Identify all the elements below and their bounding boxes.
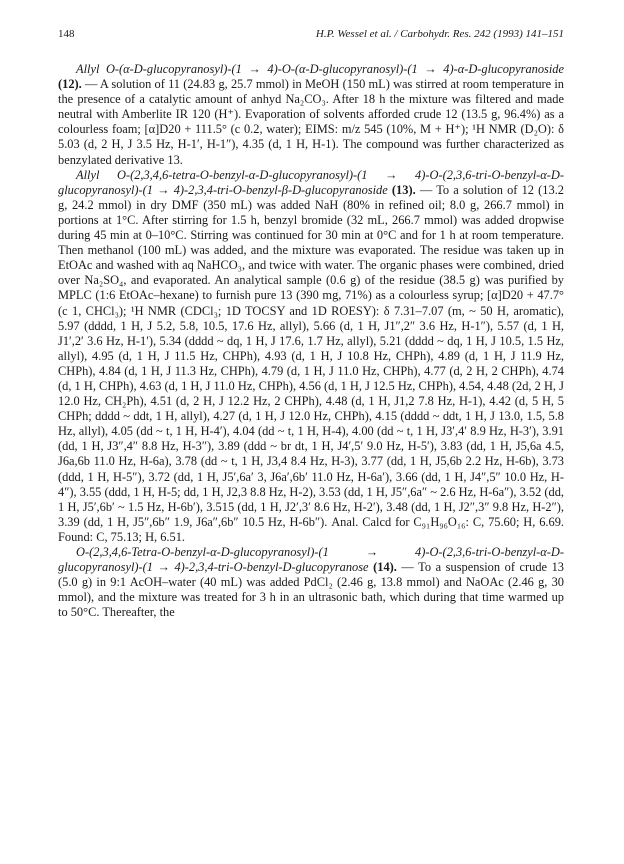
compound-number: (14).: [373, 560, 397, 575]
compound-number: (12).: [58, 77, 82, 92]
compound-number: (13).: [391, 182, 416, 197]
compound-title: O-(2,3,4,6-Tetra-O-benzyl-α-D-glucopyranosyl)-(1 → 4)-O-(2,3,6-tri-O-benzyl-α-D-glucopyranosyl)-(1 → 4)-2,3,4-tri-O-benzyl-D-glucopyranose: [58, 545, 564, 575]
running-head: H.P. Wessel et al. / Carbohydr. Res. 242 (1993) 141–151: [315, 28, 564, 40]
paragraph-compound-14: [58, 545, 564, 620]
paragraph-text: — A solution of 11 (24.83 g, 25.7 mmol) in MeOH (150 mL) was stirred at room temperature in the presence of a catalytic amount of anhyd Na₂CO₃. After 18 h the mixture was filtered and made neutral with Amberlite IR 120 (H⁺). Evaporation of solvents afforded crude 12 (13.5 g, 96.4%) as a colourless foam; [α]D20 + 111.5° (c 0.2, water); EIMS: m/z 545 (10%, M + H⁺); ¹H NMR (D₂O): δ 5.03 (d, 2 H, J 3.5 Hz, H-1′, H-1″), 4.35 (d, 1 H, H-1). The compound was further characterized as benzylated derivative 13.: [58, 77, 564, 167]
article-body: [58, 62, 564, 620]
paragraph-text: — To a solution of 12 (13.2 g, 24.2 mmol) in dry DMF (350 mL) was added NaH (80% in refined oil; 8.0 g, 266.7 mmol) in portions at 1°C. After stirring for 1.5 h, benzyl bromide (32 mL, 266.7 mmol) was added dropwise during 45 min at 0–10°C. Stirring was continued for 30 min at 0°C and for 1 h at room temperature. Then methanol (100 mL) was added, and the mixture was evaporated. The residue was taken up in EtOAc and washed with aq NaHCO₃, and twice with water. The organic phases were combined, dried over Na₂SO₄, and evaporated. An analytical sample (0.6 g) of the residue (38.5 g) was purified by MPLC (1:6 EtOAc–hexane) to furnish pure 13 (390 mg, 71%) as a colourless syrup; [α]D20 + 47.7° (c 1, CHCl₃); ¹H NMR (CDCl₃; 1D TOCSY and 1D ROESY): δ 7.31–7.07 (m, ~ 50 H, aromatic), 5.97 (dddd, 1 H, J 5.2, 5.8, 10.5, 17.6 Hz, allyl), 5.66 (d, 1 H, J1″,2″ 3.6 Hz, H-1″), 5.57 (d, 1 H, J1′,2′ 3.6 Hz, H-1′), 5.34 (dddd ~ dq, 1 H, J 17.6, 1.7 Hz, allyl), 5.21 (dddd ~ dq, 1 H, J 10.5, 1.5 Hz, allyl), 4.95 (d, 1 H, J 11.5 Hz, CHPh), 4.93 (d, 1 H, J 10.8 Hz, CHPh), 4.89 (d, 1 H, J 11.9 Hz, CHPh), 4.84 (d, 1 H, J 11.3 Hz, CHPh), 4.79 (d, 1 H, J 11.0 Hz, CHPh), 4.77 (d, 2 H, 2 CHPh), 4.74 (d, 1 H, CHPh), 4.63 (d, 1 H, J 11.0 Hz, CHPh), 4.56 (d, 1 H, J 12.5 Hz, CHPh), 4.54, 4.48 (2d, 2 H, J 12.0 Hz, CH₂Ph), 4.51 (d, 2 H, J 12.2 Hz, 2 CHPh), 4.48 (d, 1 H, J1,2 7.8 Hz, H-1), 4.42 (d, 5 H, 5 CHPh; dddd ~ ddt, 1 H, allyl), 4.27 (d, 1 H, J 12.0 Hz, CHPh), 4.15 (dddd ~ ddt, 1 H, J 13.0, 1.5, 5.8 Hz, allyl), 4.05 (dd ~ t, 1 H, H-4′), 4.04 (dd ~ t, 1 H, H-4), 4.00 (dd ~ t, 1 H, J3′,4′ 8.9 Hz, H-3′), 3.91 (dd, 1 H, J3″,4″ 8.8 Hz, H-3″), 3.89 (ddd ~ br dt, 1 H, J4′,5′ 9.0 Hz, H-5′), 3.83 (dd, 1 H, J5,6a 4.5, J6a,6b 11.0 Hz, H-6a), 3.78 (dd ~ t, 1 H, J3,4 8.4 Hz, H-3), 3.77 (dd, 1 H, J5,6b 2.2 Hz, H-6b), 3.73 (ddd, 1 H, H-5″), 3.72 (dd, 1 H, J5′,6a′ 3, J6a′,6b′ 11.0 Hz, H-6a′), 3.66 (dd, 1 H, J4″,5″ 10.0 Hz, H-4″), 3.55 (ddd, 1 H, H-5; dd, 1 H, J2,3 8.8 Hz, H-2), 3.53 (dd, 1 H, J5″,6a″ ~ 2.6 Hz, H-6a″), 3.52 (dd, 1 H, J5′,6b′ ~ 1.5 Hz, H-6b′), 3.515 (dd, 1 H, J2′,3′ 8.6 Hz, H-2′), 3.48 (dd, 1 H, J2″,3″ 9.8 Hz, H-2″), 3.39 (dd, 1 H, J5″,6b″ 1.9, J6a″,6b″ 10.5 Hz, H-6b″). Anal. Calcd for C₉₁H₉₆O₁₆: C, 75.60; H, 6.69. Found: C, 75.13; H, 6.51.: [58, 182, 564, 544]
page-number: 148: [58, 28, 75, 40]
paragraph-compound-13: [58, 168, 564, 545]
compound-title: Allyl O-(α-D-glucopyranosyl)-(1 → 4)-O-(α-D-glucopyranosyl)-(1 → 4)-α-D-glucopyranoside: [76, 62, 564, 76]
paragraph-text: — To a suspension of crude 13 (5.0 g) in 9:1 AcOH–water (40 mL) was added PdCl₂ (2.46 g, 13.8 mmol) and NaOAc (2.46 g, 30 mmol), and the mixture was treated for 3 h in an ultrasonic bath, which during that time warmed up to 50°C. Thereafter, the: [58, 560, 564, 620]
compound-title: Allyl O-(2,3,4,6-tetra-O-benzyl-α-D-glucopyranosyl)-(1 → 4)-O-(2,3,6-tri-O-benzyl-α-D-glucopyranosyl)-(1 → 4)-2,3,4-tri-O-benzyl-β-D-glucopyranoside: [58, 167, 564, 197]
paragraph-compound-12: [58, 62, 564, 168]
